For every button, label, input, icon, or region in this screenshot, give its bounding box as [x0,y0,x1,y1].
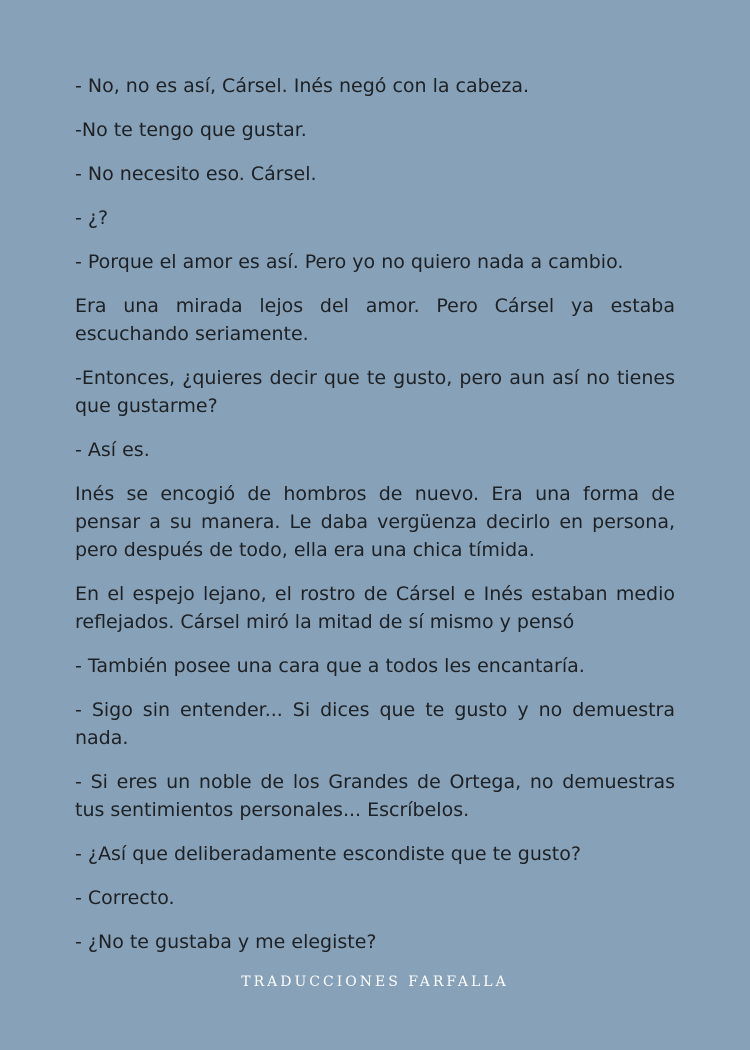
text-column [75,72,675,972]
paragraph: - También posee una cara que a todos les encantaría. [75,655,585,677]
paragraph: En el espejo lejano, el rostro de Cársel e Inés estaban medio reflejados. Cársel miró la mitad de sí mismo y pensó [75,583,675,633]
footer-credit: TRADUCCIONES FARFALLA [241,974,509,990]
paragraph: - No, no es así, Cársel. Inés negó con la cabeza. [75,75,530,97]
paragraph: - Así es. [75,439,150,461]
paragraph: - ¿? [75,207,109,229]
paragraph: -No te tengo que gustar. [75,119,307,141]
paragraph: -Entonces, ¿quieres decir que te gusto, pero aun así no tienes que gustarme? [75,367,675,417]
paragraph: Era una mirada lejos del amor. Pero Cársel ya estaba escuchando seriamente. [75,295,675,345]
paragraph: - Correcto. [75,887,175,909]
paragraph: - No necesito eso. Cársel. [75,163,317,185]
paragraph: - ¿Así que deliberadamente escondiste que te gusto? [75,843,581,865]
paragraph: Inés se encogió de hombros de nuevo. Era una forma de pensar a su manera. Le daba vergüenza decirlo en persona, pero después de todo, ella era una chica tímida. [75,483,675,561]
paragraph: - Porque el amor es así. Pero yo no quiero nada a cambio. [75,251,624,273]
paragraph: - Sigo sin entender... Si dices que te gusto y no demuestra nada. [75,699,675,749]
paragraph: - Si eres un noble de los Grandes de Ortega, no demuestras tus sentimientos personales... Escríbelos. [75,771,675,821]
paragraph: - ¿No te gustaba y me elegiste? [75,931,377,953]
